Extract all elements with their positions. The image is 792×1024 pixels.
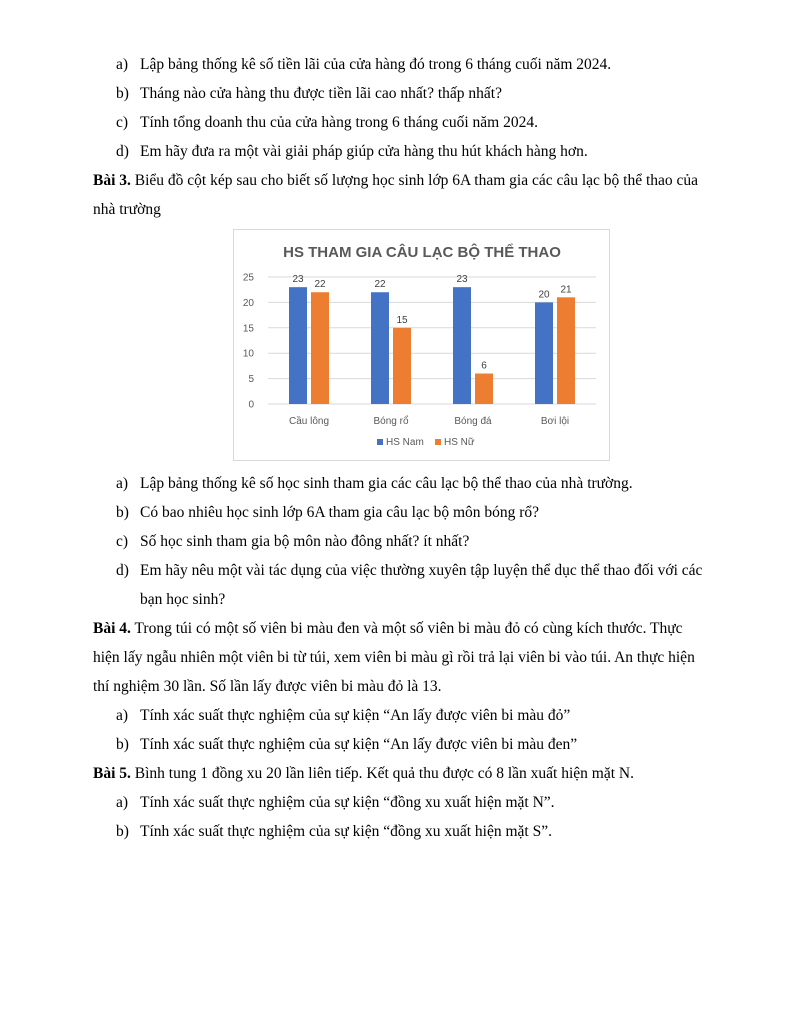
list-item: a) Lập bảng thống kê số học sinh tham gia các câu lạc bộ thể thao của nhà trường.	[116, 475, 633, 492]
bar-hs-nam	[453, 287, 471, 404]
exercise-heading: Bài 4.	[93, 620, 131, 637]
list-item: b) Tính xác suất thực nghiệm của sự kiện “An lấy được viên bi màu đen”	[116, 736, 578, 753]
list-item: c) Số học sinh tham gia bộ môn nào đông nhất? ít nhất?	[116, 533, 470, 550]
x-tick-label: Bóng đá	[454, 416, 492, 427]
list-item-cont: bạn học sinh?	[140, 591, 226, 608]
y-tick-label: 25	[242, 272, 254, 284]
bar-hs-nu	[557, 297, 575, 404]
chart-title: HS THAM GIA CÂU LẠC BỘ THỂ THAO	[283, 244, 561, 261]
exercise-5-intro: Bài 5. Bình tung 1 đồng xu 20 lần liên tiếp. Kết quả thu được có 8 lần xuất hiện mặt N.	[93, 765, 634, 782]
y-tick-label: 10	[242, 348, 254, 360]
y-tick-label: 5	[248, 374, 254, 386]
y-tick-label: 0	[248, 399, 254, 411]
data-label: 23	[456, 274, 468, 286]
bar-hs-nu	[475, 374, 493, 404]
list-item: c) Tính tổng doanh thu của cửa hàng trong 6 tháng cuối năm 2024.	[116, 114, 538, 131]
bar-hs-nam	[371, 292, 389, 404]
bar-hs-nu	[311, 292, 329, 404]
list-item: d) Em hãy nêu một vài tác dụng của việc thường xuyên tập luyện thể dục thể thao đối với các	[116, 562, 703, 579]
exercise-3-intro: Bài 3. Biểu đồ cột kép sau cho biết số lượng học sinh lớp 6A tham gia các câu lạc bộ thể thao của	[93, 172, 699, 189]
x-tick-label: Cầu lông	[288, 416, 330, 427]
x-tick-label: Bóng rổ	[373, 416, 409, 427]
exercise-4-intro: Bài 4. Trong túi có một số viên bi màu đen và một số viên bi màu đỏ có cùng kích thước. Thực	[93, 620, 683, 637]
exercise-heading: Bài 3.	[93, 172, 131, 189]
data-label: 21	[560, 284, 572, 296]
data-label: 22	[374, 279, 386, 291]
data-label: 20	[538, 289, 550, 301]
exercise-4-text: thí nghiệm 30 lần. Số lần lấy được viên bi màu đỏ là 13.	[93, 678, 442, 695]
exercise-3-intro-cont: nhà trường	[93, 201, 161, 218]
y-tick-label: 15	[242, 323, 254, 335]
data-label: 6	[481, 360, 487, 372]
list-item: b) Có bao nhiêu học sinh lớp 6A tham gia câu lạc bộ môn bóng rổ?	[116, 504, 540, 521]
list-item: a) Tính xác suất thực nghiệm của sự kiện “đồng xu xuất hiện mặt N”.	[116, 794, 555, 811]
bar-chart	[233, 229, 610, 461]
list-item: b) Tháng nào cửa hàng thu được tiền lãi cao nhất? thấp nhất?	[116, 85, 502, 102]
y-tick-label: 20	[242, 297, 254, 309]
list-item: b) Tính xác suất thực nghiệm của sự kiện “đồng xu xuất hiện mặt S”.	[116, 823, 552, 840]
legend-label: HS Nam	[386, 437, 424, 448]
data-label: 15	[396, 314, 408, 326]
data-label: 22	[314, 279, 326, 291]
list-item: a) Tính xác suất thực nghiệm của sự kiện “An lấy được viên bi màu đỏ”	[116, 707, 571, 724]
legend-label: HS Nữ	[444, 437, 475, 448]
bar-hs-nu	[393, 328, 411, 404]
exercise-heading: Bài 5.	[93, 765, 131, 782]
exercise-4-text: hiện lấy ngẫu nhiên một viên bi từ túi, xem viên bi màu gì rồi trả lại viên bi vào túi. An thực hiện	[93, 649, 695, 666]
legend-swatch	[377, 439, 383, 445]
bar-hs-nam	[535, 302, 553, 404]
list-item: d) Em hãy đưa ra một vài giải pháp giúp cửa hàng thu hút khách hàng hơn.	[116, 143, 588, 160]
x-tick-label: Bơi lội	[540, 416, 570, 427]
bar-hs-nam	[289, 287, 307, 404]
list-item: a) Lập bảng thống kê số tiền lãi của cửa hàng đó trong 6 tháng cuối năm 2024.	[116, 56, 612, 73]
legend-swatch	[435, 439, 441, 445]
chart-canvas	[234, 230, 611, 462]
data-label: 23	[292, 274, 304, 286]
